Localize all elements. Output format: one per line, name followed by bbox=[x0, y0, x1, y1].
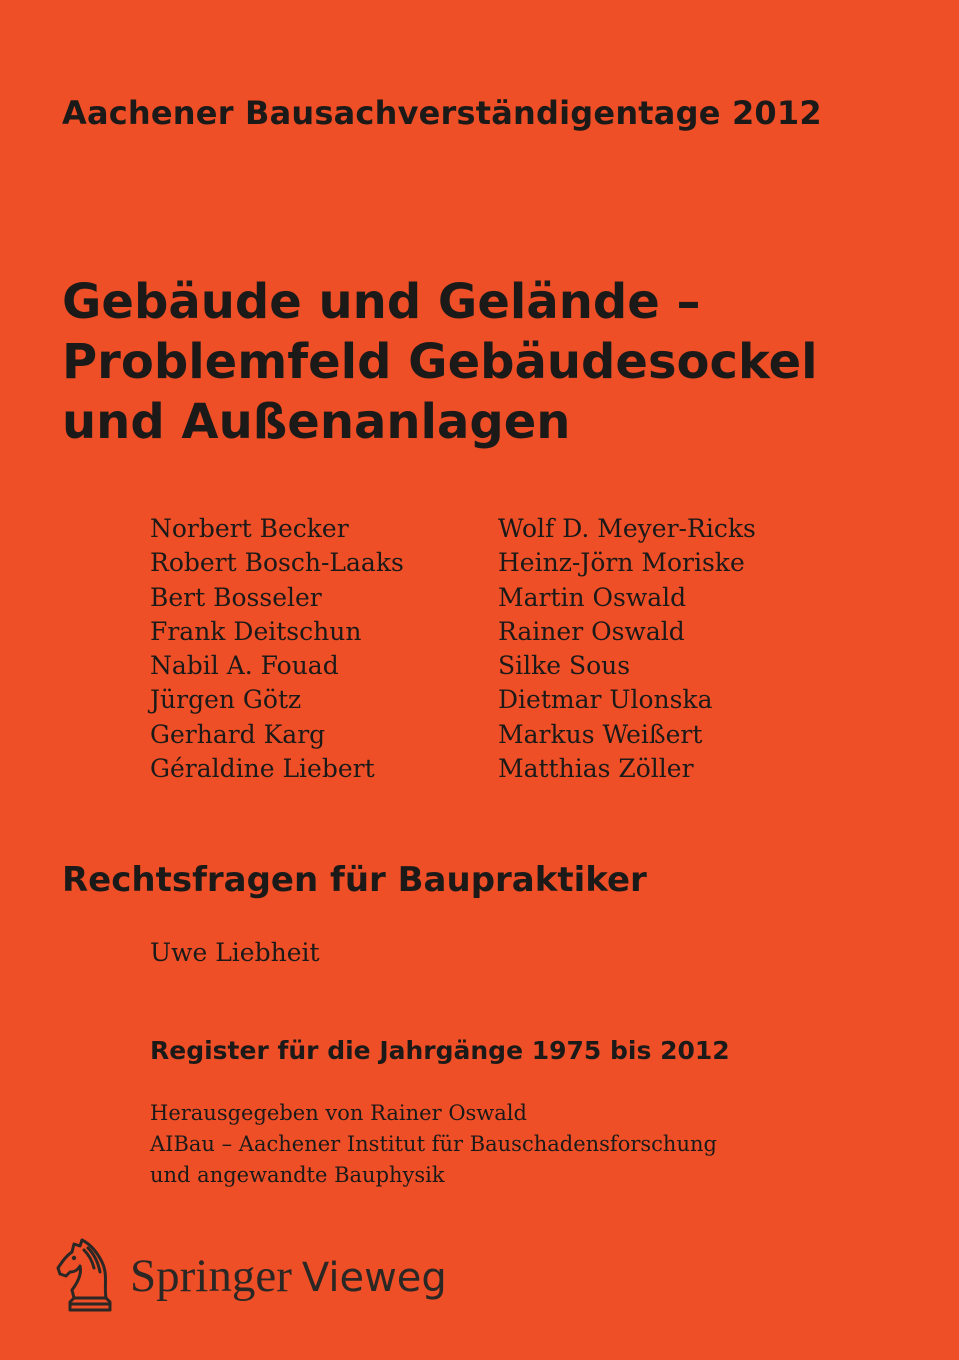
publisher-name bbox=[130, 1249, 447, 1303]
author-name: Matthias Zöller bbox=[498, 754, 694, 784]
authors-left-column bbox=[150, 512, 404, 786]
authors-right-column bbox=[498, 512, 756, 786]
publisher-imprint: Vieweg bbox=[301, 1255, 447, 1301]
author-name: Gerhard Karg bbox=[150, 719, 326, 749]
editor-line: AIBau – Aachener Institut für Bauschadensforschung bbox=[150, 1132, 717, 1156]
publisher-brand: Springer bbox=[130, 1250, 292, 1302]
author-name: Wolf D. Meyer-Ricks bbox=[498, 514, 756, 543]
register-heading: Register für die Jahrgänge 1975 bis 2012 bbox=[150, 1036, 730, 1065]
publisher-logo bbox=[52, 1236, 447, 1316]
title-line: Problemfeld Gebäudesockel bbox=[62, 334, 818, 390]
series-title: Aachener Bausachverständigentage 2012 bbox=[62, 94, 822, 132]
editor-line: Herausgegeben von Rainer Oswald bbox=[150, 1101, 527, 1125]
author-name: Norbert Becker bbox=[150, 514, 349, 543]
editor-line: und angewandte Bauphysik bbox=[150, 1163, 445, 1187]
title-line: und Außenanlagen bbox=[62, 394, 571, 450]
author-name: Heinz-Jörn Moriske bbox=[498, 548, 745, 578]
author-name: Nabil A. Fouad bbox=[150, 651, 339, 681]
chess-knight-icon bbox=[52, 1236, 124, 1316]
editor-info bbox=[150, 1098, 717, 1191]
author-name: Bert Bosseler bbox=[150, 582, 322, 612]
title-line: Gebäude und Gelände – bbox=[62, 274, 701, 330]
author-name: Dietmar Ulonska bbox=[498, 685, 713, 715]
subtitle: Rechtsfragen für Baupraktiker bbox=[62, 860, 647, 900]
author-name: Martin Oswald bbox=[498, 582, 687, 612]
author-name: Markus Weißert bbox=[498, 719, 703, 749]
author-name: Jürgen Götz bbox=[150, 685, 302, 715]
subtitle-author: Uwe Liebheit bbox=[150, 938, 320, 967]
book-title bbox=[62, 272, 818, 452]
author-name: Géraldine Liebert bbox=[150, 754, 375, 784]
author-name: Robert Bosch-Laaks bbox=[150, 548, 404, 578]
author-name: Frank Deitschun bbox=[150, 616, 362, 646]
author-name: Rainer Oswald bbox=[498, 616, 685, 646]
author-name: Silke Sous bbox=[498, 651, 631, 681]
